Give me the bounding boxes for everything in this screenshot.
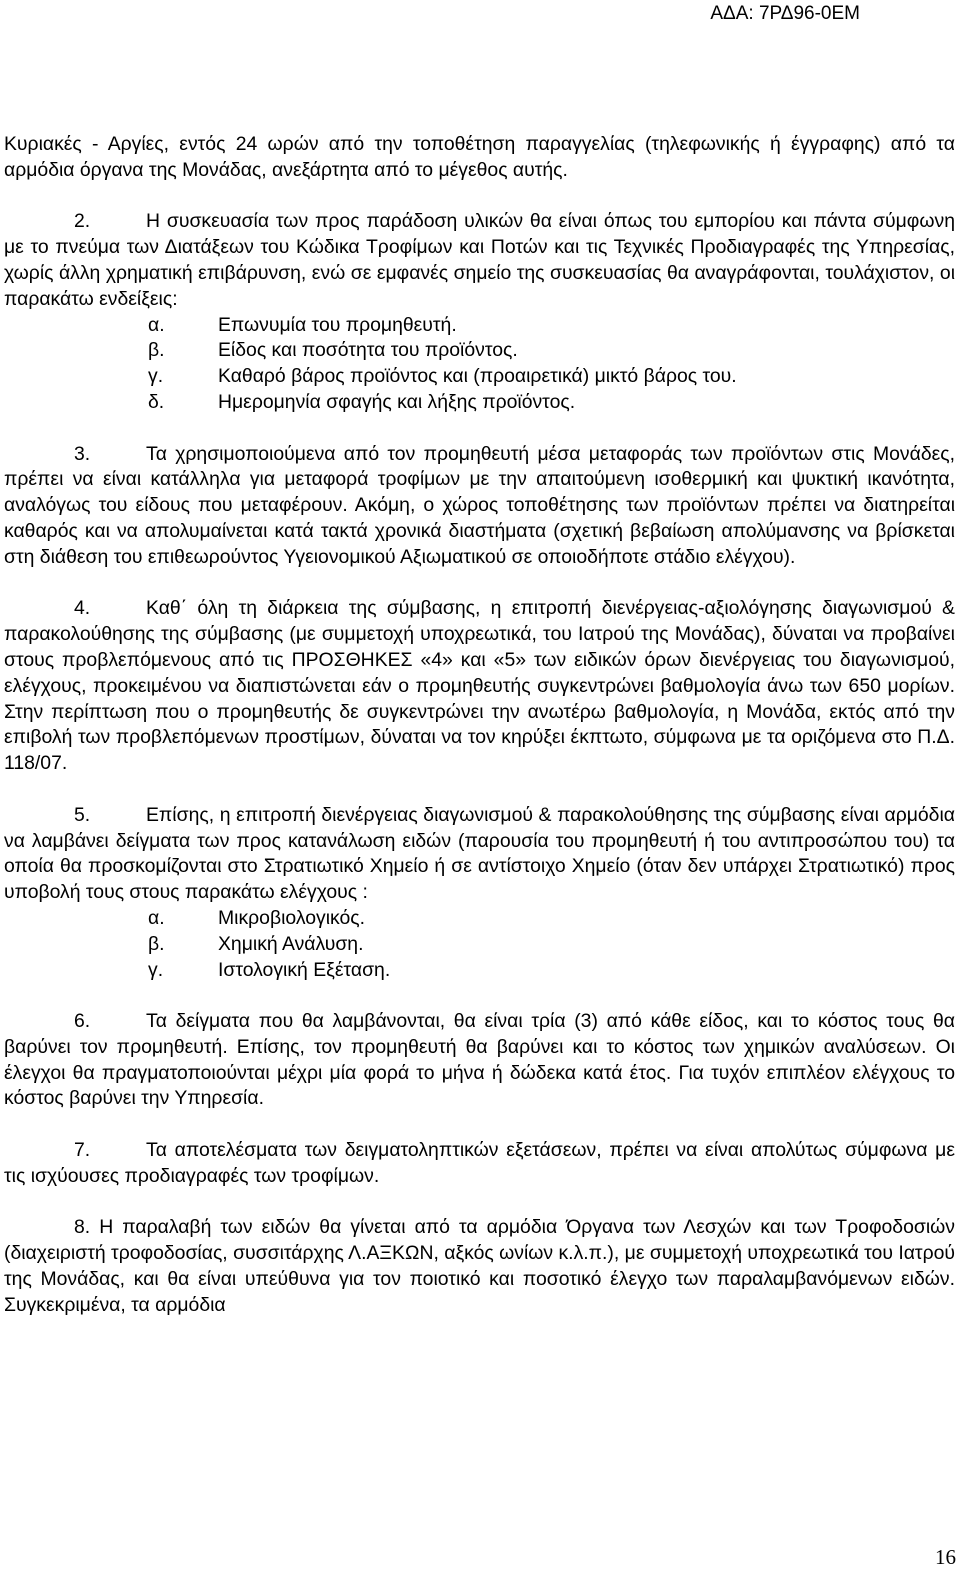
section-2-paragraph bbox=[4, 209, 955, 312]
list-item bbox=[4, 906, 955, 932]
section-2-text: Η συσκευασία των προς παράδοση υλικών θα είναι όπως του εμπορίου και πάντα σύμφωνη με το πνεύμα των Διατάξεων του Κώδικα Τροφίμων και Ποτών και τις Τεχνικές Προδιαγραφές της Υπηρεσίας, χωρίς άλλη χρηματική επιβάρυνση, ενώ σε εμφανές σημείο της συσκευασίας θα αναγράφονται, τουλάχιστον, οι παρακάτω ενδείξεις: bbox=[4, 210, 955, 310]
section-5-paragraph bbox=[4, 803, 955, 906]
ada-code: ΑΔΑ: 7ΡΔ96-0ΕΜ bbox=[710, 3, 860, 24]
list-item-label: γ. bbox=[148, 365, 164, 388]
list-item-label: β. bbox=[148, 339, 165, 362]
section-5-text: Επίσης, η επιτροπή διενέργειας διαγωνισμού & παρακολούθησης της σύμβασης είναι αρμόδια να λαμβάνει δείγματα των προς κατανάλωση ειδών (παρουσία του προμηθευτή ή του αντιπροσώπου του) τα οποία θα προσκομίζονται στο Στρατιωτικό Χημείο ή σε αντίστοιχο Χημείο (όταν δεν υπάρχει Στρατιωτικό) προς υποβολή τους στους παρακάτω ελέγχους : bbox=[4, 803, 955, 904]
list-item-text: Μικροβιολογικός. bbox=[218, 906, 366, 929]
list-item-label: δ. bbox=[148, 390, 165, 413]
section-8-paragraph bbox=[4, 1215, 955, 1318]
section-4-number: 4. bbox=[74, 597, 91, 620]
list-item-text: Ημερομηνία σφαγής και λήξης προϊόντος. bbox=[218, 390, 576, 413]
section-4-text: Καθ΄ όλη τη διάρκεια της σύμβασης, η επιτροπή διενέργειας-αξιολόγησης διαγωνισμού & παρακολούθησης της σύμβασης (με συμμετοχή υποχρεωτικά, του Ιατρού της Μονάδας), δύναται να προβαίνει στους προβλεπόμενους από τις ΠΡΟΣΘΗΚΕΣ «4» και «5» των ειδικών όρων διενέργειας του διαγωνισμού, ελέγχους, προκειμένου να διαπιστώνεται εάν ο προμηθευτής συγκεντρώνει βαθμολογία άνω των 650 μορίων. Στην περίπτωση που ο προμηθευτής δε συγκεντρώνει την ανωτέρω βαθμολογία, η Μονάδα, εκτός από την επιβολή των προβλεπόμενων προστίμων, δύναται να τον κηρύξει έκπτωτο, σύμφωνα με τα οριζόμενα στο Π.Δ. 118/07. bbox=[4, 597, 955, 775]
list-item bbox=[4, 390, 955, 416]
page-number: 16 bbox=[935, 1545, 956, 1569]
intro-paragraph: Κυριακές - Αργίες, εντός 24 ωρών από την τοποθέτηση παραγγελίας (τηλεφωνικής ή έγγραφης) από τα αρμόδια όργανα της Μονάδας, ανεξάρτητα από το μέγεθος αυτής. bbox=[4, 133, 955, 181]
section-6-paragraph bbox=[4, 1009, 955, 1112]
section-8-number: 8. bbox=[74, 1216, 91, 1239]
section-2-list bbox=[4, 313, 955, 416]
section-5-number: 5. bbox=[74, 803, 91, 826]
list-item bbox=[4, 932, 955, 958]
section-6-number: 6. bbox=[74, 1010, 91, 1033]
section-3-paragraph bbox=[4, 442, 955, 571]
section-2-number: 2. bbox=[74, 210, 91, 233]
section-8-text: Η παραλαβή των ειδών θα γίνεται από τα αρμόδια Όργανα των Λεσχών και των Τροφοδοσιών (διαχειριστή τροφοδοσίας, συσσιτάρχης Λ.ΑΞΚΩΝ, αξκός ωνίων κ.λ.π.), με συμμετοχή υποχρεωτικά του Ιατρού της Μονάδας, και θα είναι υπεύθυνα για τον ποιοτικό και ποσοτικό έλεγχο των παραλαμβανόμενων ειδών. Συγκεκριμένα, τα αρμόδια bbox=[4, 1216, 955, 1316]
section-3-number: 3. bbox=[74, 442, 91, 465]
list-item-text: Καθαρό βάρος προϊόντος και (προαιρετικά) μικτό βάρος του. bbox=[218, 365, 737, 388]
section-7-paragraph bbox=[4, 1138, 955, 1190]
section-3-text: Τα χρησιμοποιούμενα από τον προμηθευτή μέσα μεταφοράς των προϊόντων στις Μονάδες, πρέπει να είναι κατάλληλα για μεταφορά τροφίμων με την απαιτούμενη ισοθερμική και ψυκτική ικανότητα, αναλόγως του είδους που μεταφέρουν. Ακόμη, ο χώρος τοποθέτησης των προϊόντων πρέπει να διατηρείται καθαρός και να απολυμαίνεται κατά τακτά χρονικά διαστήματα (σχετική βεβαίωση απολύμανσης να βρίσκεται στη διάθεση του επιθεωρούντος Υγειονομικού Αξιωματικού σε οποιοδήποτε στάδιο ελέγχου). bbox=[4, 442, 955, 568]
list-item bbox=[4, 338, 955, 364]
list-item-label: α. bbox=[148, 906, 165, 929]
section-5-list bbox=[4, 906, 955, 983]
section-4-paragraph bbox=[4, 596, 955, 777]
document-body bbox=[4, 132, 955, 1319]
list-item-label: α. bbox=[148, 313, 165, 336]
list-item-label: γ. bbox=[148, 958, 164, 981]
list-item-text: Είδος και ποσότητα του προϊόντος. bbox=[218, 339, 518, 362]
list-item bbox=[4, 313, 955, 339]
section-7-number: 7. bbox=[74, 1139, 91, 1162]
list-item bbox=[4, 958, 955, 984]
section-7-text: Τα αποτελέσματα των δειγματοληπτικών εξετάσεων, πρέπει να είναι απολύτως σύμφωνα με τις ισχύουσες προδιαγραφές των τροφίμων. bbox=[4, 1139, 955, 1187]
section-6-text: Τα δείγματα που θα λαμβάνονται, θα είναι τρία (3) από κάθε είδος, και το κόστος τους θα βαρύνει τον προμηθευτή. Επίσης, τον προμηθευτή θα βαρύνει και το κόστος των χημικών αναλύσεων. Οι έλεγχοι θα πραγματοποιούνται μέχρι μία φορά το μήνα ή δώδεκα κατά έτος. Για τυχόν επιπλέον ελέγχους το κόστος βαρύνει την Υπηρεσία. bbox=[4, 1010, 955, 1110]
list-item-text: Ιστολογική Εξέταση. bbox=[218, 958, 391, 981]
list-item-text: Χημική Ανάλυση. bbox=[218, 932, 364, 955]
list-item bbox=[4, 364, 955, 390]
list-item-text: Επωνυμία του προμηθευτή. bbox=[218, 313, 457, 336]
list-item-label: β. bbox=[148, 932, 165, 955]
